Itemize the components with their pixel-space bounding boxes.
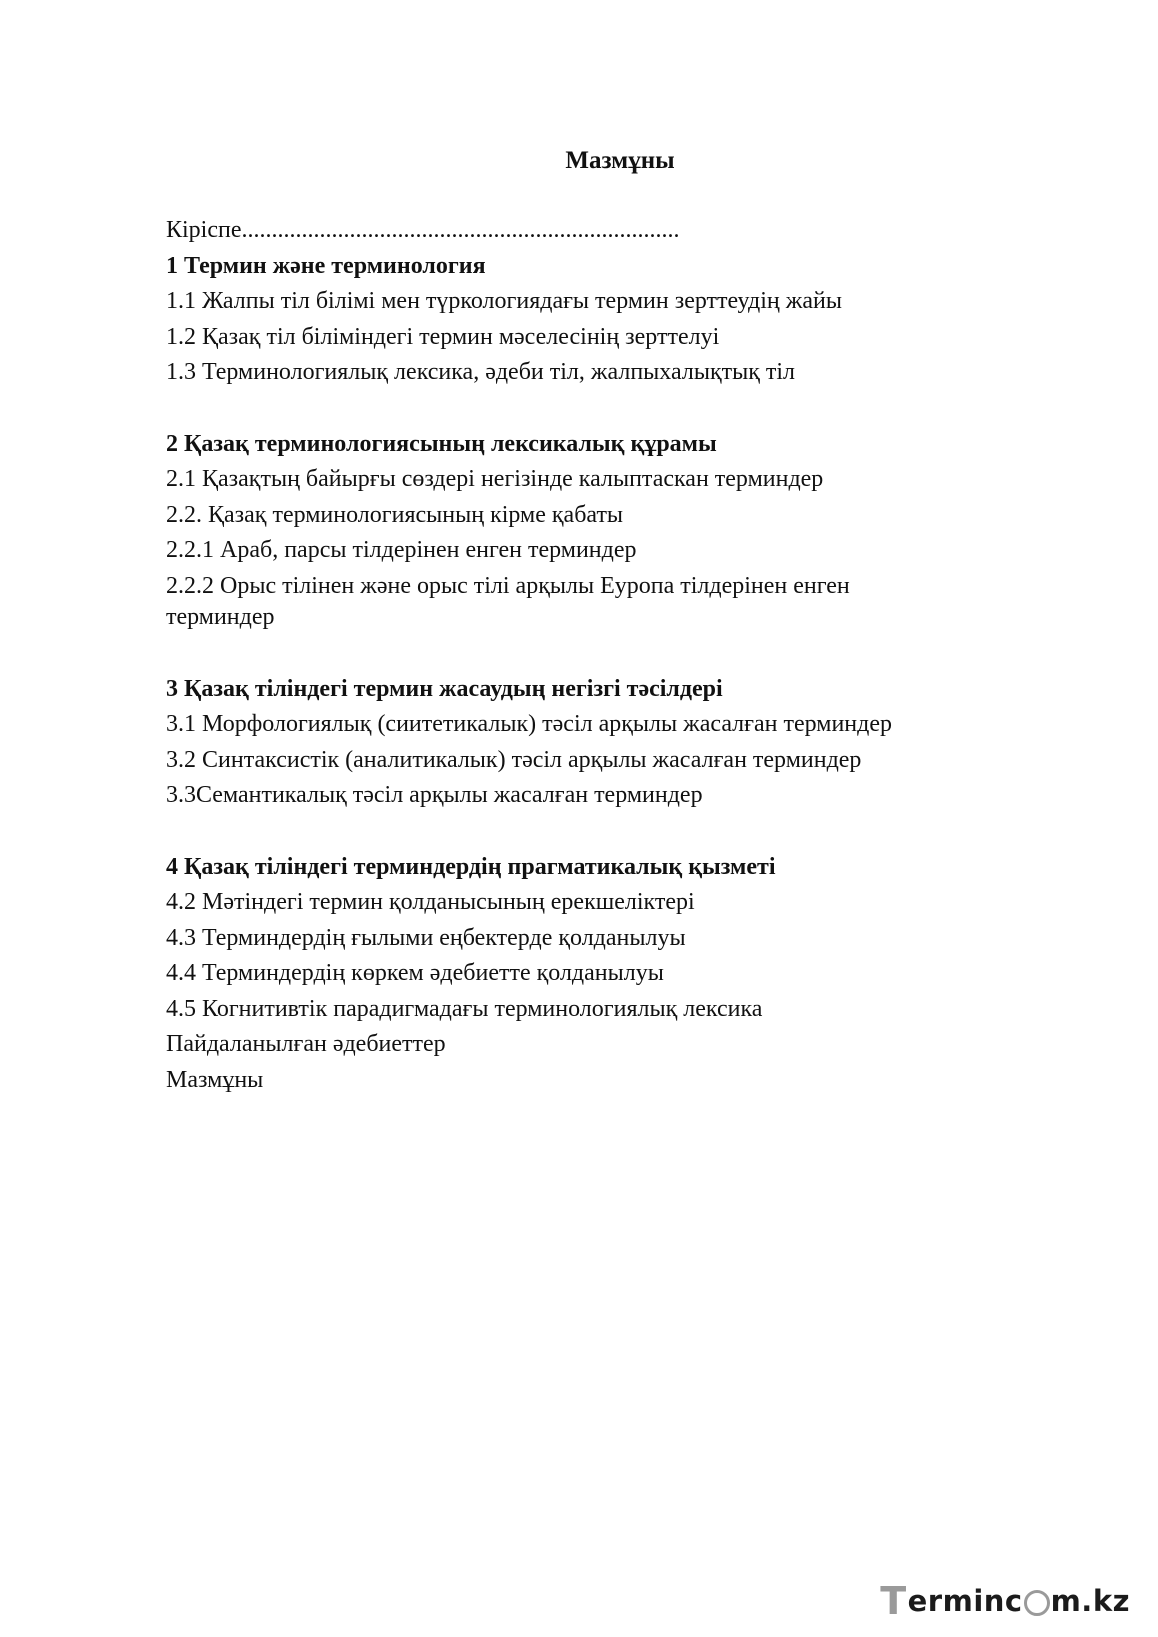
toc-item-1-2: 1.2 Қазақ тіл біліміндегі термин мәселесінің зерттелуі (166, 323, 720, 350)
toc-section-3: 3 Қазақ тіліндегі термин жасаудың негізгі тәсілдері (166, 675, 723, 702)
toc-item-4-4: 4.4 Терминдердің көркем әдебиетте қолданылуы (166, 960, 664, 986)
page-title: Мазмұны (565, 147, 675, 174)
watermark-text-part2: m.kz (1050, 1584, 1130, 1618)
toc-item-2-2-2: 2.2.2 Орыс тілінен және орыс тілі арқылы Еуропа тілдерінен енген терминдер (166, 572, 850, 630)
toc-section-1: 1 Термин және терминология (166, 252, 486, 279)
toc-item-2-2: 2.2. Қазақ терминологиясының кірме қабаты (166, 501, 624, 528)
toc-section-4: 4 Қазақ тіліндегі терминдердің прагматикалық қызметі (166, 853, 776, 880)
toc-item-contents: Мазмұны (166, 1066, 264, 1093)
section-gap (166, 636, 1066, 672)
section-gap (166, 391, 1066, 427)
toc-item-references: Пайдаланылған әдебиеттер (166, 1031, 446, 1057)
toc-item-2-2-1: 2.2.1 Араб, парсы тілдерінен енген терминдер (166, 537, 637, 563)
table-of-contents (166, 213, 1066, 1098)
toc-item-3-2: 3.2 Синтаксистік (аналитикалык) тәсіл арқылы жасалған терминдер (166, 746, 862, 773)
section-gap (166, 814, 1066, 850)
toc-item-3-3: 3.3Семантикалық тәсіл арқылы жасалған терминдер (166, 782, 703, 808)
watermark-logo (880, 1579, 1130, 1623)
toc-item-1-3: 1.3 Терминологиялық лексика, әдеби тіл, жалпыхалықтық тіл (166, 359, 796, 385)
toc-item-4-5: 4.5 Когнитивтік парадигмадағы терминологиялық лексика (166, 995, 763, 1022)
watermark-text-part1: erminc (907, 1584, 1023, 1618)
toc-section-2: 2 Қазақ терминологиясының лексикалық құрамы (166, 430, 717, 457)
toc-item-4-3: 4.3 Терминдердің ғылыми еңбектерде қолданылуы (166, 924, 686, 951)
toc-item-2-1: 2.1 Қазақтың байырғы сөздері негізінде калыптаскан терминдер (166, 466, 824, 492)
toc-item-4-2: 4.2 Мәтіндегі термин қолданысының ерекшеліктері (166, 889, 695, 915)
toc-item-1-1: 1.1 Жалпы тіл білімі мен түркологиядағы термин зерттеудің жайы (166, 288, 842, 314)
toc-item-intro: Кіріспе......................................................................... (166, 217, 680, 243)
watermark-o-icon (1024, 1590, 1050, 1616)
watermark-t-icon: T (880, 1579, 907, 1623)
toc-item-3-1: 3.1 Морфологиялық (сиитетикалык) тәсіл арқылы жасалған терминдер (166, 711, 893, 737)
